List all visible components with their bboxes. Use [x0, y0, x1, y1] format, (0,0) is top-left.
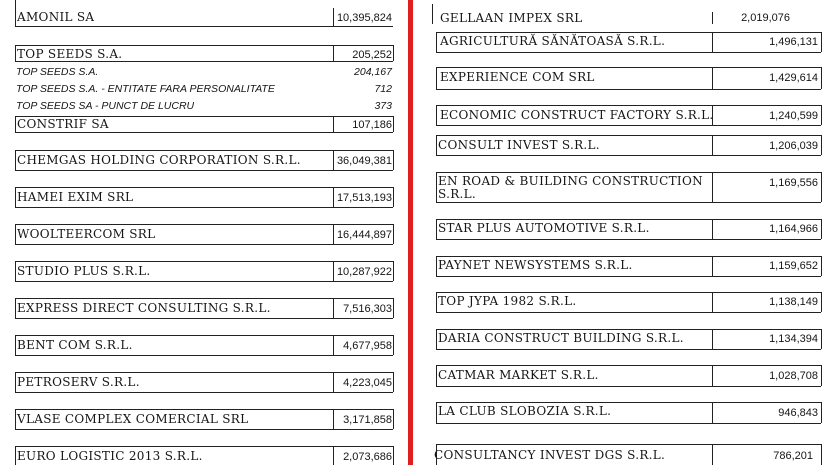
cell-border	[712, 256, 713, 276]
row-rule	[436, 239, 821, 240]
company-name: GELLAAN IMPEX SRL	[440, 11, 583, 25]
cell-border	[821, 365, 822, 386]
company-name: LA CLUB SLOBOZIA S.R.L.	[438, 404, 612, 418]
table-row	[440, 71, 595, 84]
table-row	[440, 12, 582, 25]
cell-border	[712, 444, 713, 465]
company-name: STUDIO PLUS S.R.L.	[17, 264, 151, 278]
company-value: 2,073,686	[343, 451, 392, 463]
cell-border	[333, 298, 334, 318]
row-rule	[15, 335, 393, 336]
row-rule	[15, 392, 393, 393]
table-row	[17, 339, 133, 352]
row-rule	[15, 244, 393, 245]
cell-border	[821, 105, 822, 125]
company-value: 1,240,599	[769, 110, 818, 122]
table-row	[17, 191, 133, 204]
row-rule	[436, 365, 821, 366]
cell-border	[393, 187, 394, 207]
row-rule	[15, 298, 393, 299]
cell-border	[15, 446, 16, 465]
company-value: 4,677,958	[343, 340, 392, 352]
row-rule	[436, 125, 821, 126]
cell-border	[333, 224, 334, 244]
cell-border	[393, 116, 394, 132]
company-value: 1,028,708	[769, 370, 818, 382]
row-rule	[436, 312, 821, 313]
cell-border	[821, 135, 822, 155]
cell-border	[821, 32, 822, 52]
cell-border	[436, 105, 437, 125]
cell-border	[712, 135, 713, 155]
company-value: 3,171,858	[343, 414, 392, 426]
cell-border	[333, 8, 334, 26]
cell-border	[15, 298, 16, 318]
cell-border	[436, 135, 437, 155]
company-value: 1,429,614	[769, 72, 818, 84]
cell-border	[333, 446, 334, 465]
row-rule	[15, 261, 393, 262]
cell-border	[393, 261, 394, 281]
cell-border	[393, 409, 394, 429]
company-value: 946,843	[778, 407, 818, 419]
cell-border	[712, 365, 713, 386]
row-rule	[436, 444, 821, 445]
table-row	[17, 450, 203, 463]
company-value: 1,164,966	[769, 223, 818, 235]
row-rule	[15, 207, 393, 208]
cell-border	[436, 219, 437, 239]
cell-border	[436, 67, 437, 89]
row-rule	[436, 423, 821, 424]
red-divider-line	[408, 0, 413, 465]
cell-border	[436, 329, 437, 349]
cell-border	[712, 292, 713, 312]
table-row	[440, 109, 714, 122]
cell-border	[436, 172, 437, 202]
cell-border	[393, 372, 394, 392]
cell-border	[712, 402, 713, 423]
cell-border	[821, 219, 822, 239]
cell-border	[15, 224, 16, 244]
table-row	[438, 259, 633, 272]
cell-border	[15, 187, 16, 207]
cell-border	[436, 256, 437, 276]
cell-border	[333, 187, 334, 207]
row-rule	[15, 132, 393, 133]
row-rule	[15, 446, 393, 447]
row-rule	[436, 32, 821, 33]
left-column	[0, 0, 410, 465]
sub-entry-value: 204,167	[354, 66, 392, 78]
company-value: 1,134,394	[769, 333, 818, 345]
company-name: CONSTRIF SA	[17, 117, 109, 131]
table-row	[17, 11, 94, 24]
sub-entry-value: 712	[374, 83, 392, 95]
company-name: CATMAR MARKET S.R.L.	[438, 368, 599, 382]
cell-border	[821, 444, 822, 465]
company-value: 10,395,824	[336, 12, 392, 24]
table-row	[17, 118, 109, 131]
cell-border	[821, 329, 822, 349]
company-name: CONSULTANCY INVEST DGS S.R.L.	[434, 448, 666, 462]
company-value: 10,287,922	[336, 266, 392, 278]
table-row	[438, 369, 599, 382]
table-row	[438, 175, 708, 201]
company-value: 36,049,381	[336, 155, 392, 167]
cell-border	[821, 292, 822, 312]
row-rule	[15, 170, 393, 171]
company-name: EN ROAD & BUILDING CONSTRUCTION S.R.L.	[438, 174, 703, 201]
cell-border	[15, 372, 16, 392]
company-name: PAYNET NEWSYSTEMS S.R.L.	[438, 258, 633, 272]
cell-border	[393, 150, 394, 170]
row-rule	[436, 349, 821, 350]
row-rule	[15, 355, 393, 356]
company-name: WOOLTEERCOM SRL	[17, 227, 156, 241]
company-name: EURO LOGISTIC 2013 S.R.L.	[17, 449, 203, 463]
company-value: 2,019,076	[741, 12, 790, 24]
cell-border	[333, 116, 334, 132]
cell-border	[393, 224, 394, 244]
company-value: 107,186	[352, 119, 392, 131]
company-name: DARIA CONSTRUCT BUILDING S.R.L.	[438, 331, 684, 345]
table-row	[438, 295, 577, 308]
company-name: EXPRESS DIRECT CONSULTING S.R.L.	[17, 301, 271, 315]
cell-border	[15, 45, 16, 61]
cell-border	[15, 0, 16, 26]
table-row	[17, 48, 122, 61]
cell-border	[712, 32, 713, 52]
row-rule	[15, 318, 393, 319]
row-rule	[15, 45, 393, 46]
table-row	[434, 449, 665, 462]
company-value: 1,206,039	[769, 140, 818, 152]
company-name: CHEMGAS HOLDING CORPORATION S.R.L.	[17, 153, 301, 167]
company-value: 205,252	[352, 49, 392, 61]
cell-border	[712, 12, 713, 24]
cell-border	[333, 372, 334, 392]
row-rule	[436, 329, 821, 330]
cell-border	[436, 402, 437, 423]
cell-border	[712, 172, 713, 202]
row-rule	[15, 61, 393, 62]
table-row	[438, 222, 650, 235]
cell-border	[333, 150, 334, 170]
company-name: PETROSERV S.R.L.	[17, 375, 140, 389]
company-name: TOP SEEDS S.A.	[17, 47, 123, 61]
cell-border	[393, 298, 394, 318]
company-value: 1,496,131	[769, 36, 818, 48]
company-name: BENT COM S.R.L.	[17, 338, 133, 352]
row-rule	[15, 429, 393, 430]
row-rule	[15, 187, 393, 188]
row-rule	[436, 292, 821, 293]
cell-border	[393, 45, 394, 61]
cell-border	[821, 172, 822, 202]
company-name: STAR PLUS AUTOMOTIVE S.R.L.	[438, 221, 650, 235]
company-value: 1,159,652	[769, 260, 818, 272]
cell-border	[15, 261, 16, 281]
company-name: HAMEI EXIM SRL	[17, 190, 134, 204]
row-rule	[436, 202, 821, 203]
row-rule	[436, 155, 821, 156]
cell-border	[15, 335, 16, 355]
cell-border	[436, 365, 437, 386]
cell-border	[333, 45, 334, 61]
company-value: 4,223,045	[343, 377, 392, 389]
company-name: CONSULT INVEST S.R.L.	[438, 138, 600, 152]
row-rule	[436, 135, 821, 136]
row-rule	[15, 224, 393, 225]
table-row	[438, 139, 600, 152]
table-row	[17, 228, 155, 241]
cell-border	[432, 4, 433, 24]
row-rule	[436, 172, 821, 173]
table-row	[17, 265, 151, 278]
company-value: 16,444,897	[336, 229, 392, 241]
sub-entry-name: TOP SEEDS SA - PUNCT DE LUCRU	[16, 100, 195, 112]
cell-border	[712, 67, 713, 89]
cell-border	[821, 256, 822, 276]
company-value: 1,169,556	[769, 177, 818, 189]
row-rule	[436, 386, 821, 387]
row-rule	[436, 67, 821, 68]
table-row	[17, 376, 140, 389]
row-rule	[436, 105, 821, 106]
table-row	[17, 154, 301, 167]
cell-border	[393, 446, 394, 465]
sub-entry-name: TOP SEEDS S.A.	[16, 66, 99, 78]
row-rule	[15, 372, 393, 373]
company-name: ECONOMIC CONSTRUCT FACTORY S.R.L.	[440, 108, 714, 122]
company-name: AGRICULTURĂ SĂNĂTOASĂ S.R.L.	[440, 34, 666, 48]
cell-border	[15, 150, 16, 170]
table-row	[438, 405, 611, 418]
row-rule	[15, 409, 393, 410]
row-rule	[436, 89, 821, 90]
table-row	[17, 302, 271, 315]
cell-border	[821, 402, 822, 423]
row-rule	[436, 276, 821, 277]
table-row	[17, 413, 248, 426]
row-rule	[15, 150, 393, 151]
cell-border	[15, 409, 16, 429]
row-rule	[15, 26, 393, 27]
cell-border	[393, 335, 394, 355]
cell-border	[436, 32, 437, 52]
cell-border	[712, 329, 713, 349]
company-name: TOP JYPA 1982 S.R.L.	[438, 294, 577, 308]
table-row	[440, 35, 665, 48]
table-row	[438, 332, 684, 345]
cell-border	[15, 116, 16, 132]
company-value: 786,201	[773, 450, 813, 462]
cell-border	[333, 335, 334, 355]
cell-border	[436, 292, 437, 312]
row-rule	[436, 219, 821, 220]
right-column	[418, 0, 825, 465]
row-rule	[436, 256, 821, 257]
row-rule	[436, 402, 821, 403]
cell-border	[333, 261, 334, 281]
cell-border	[712, 219, 713, 239]
sub-entry-name: TOP SEEDS S.A. - ENTITATE FARA PERSONALITATE	[16, 83, 275, 95]
cell-border	[333, 409, 334, 429]
company-name: AMONIL SA	[17, 10, 95, 24]
cell-border	[821, 67, 822, 89]
row-rule	[436, 52, 821, 53]
company-name: EXPERIENCE COM SRL	[440, 70, 595, 84]
company-name: VLASE COMPLEX COMERCIAL SRL	[17, 412, 249, 426]
company-value: 1,138,149	[769, 296, 818, 308]
sub-entry-value: 373	[374, 100, 392, 112]
row-rule	[15, 281, 393, 282]
company-value: 17,513,193	[336, 192, 392, 204]
company-value: 7,516,303	[343, 303, 392, 315]
